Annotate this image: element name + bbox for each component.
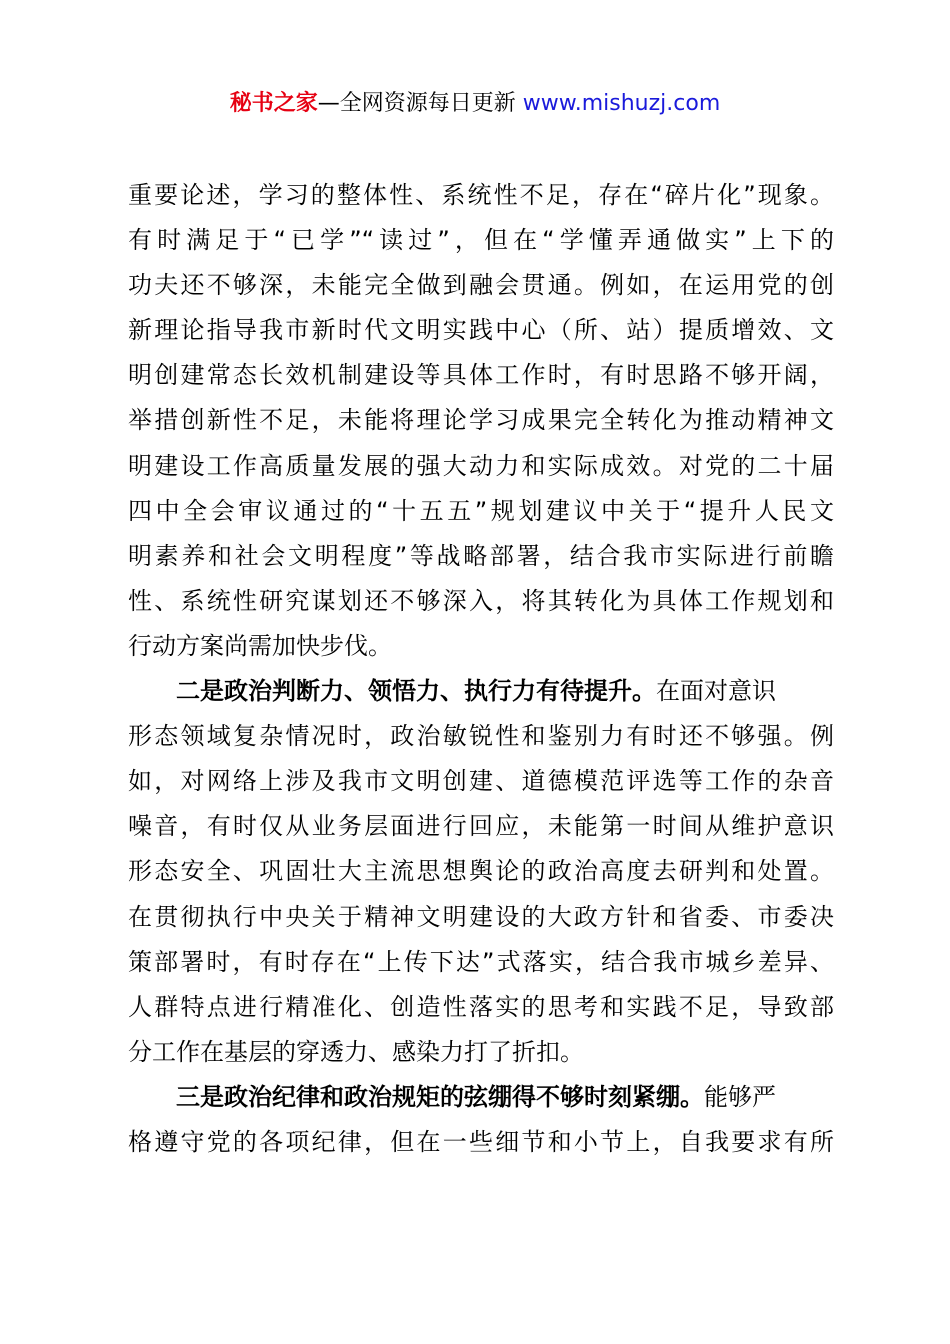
text-line: 新理论指导我市新时代文明实践中心（所、站）提质增效、文	[128, 316, 834, 345]
text-line: 在贯彻执行中央关于精神文明建设的大政方针和省委、市委决	[128, 902, 834, 931]
text-line: 性、系统性研究谋划还不够深入，将其转化为具体工作规划和	[128, 586, 834, 615]
text-line: 策部署时，有时存在“上传下达”式落实，结合我市城乡差异、	[128, 947, 834, 976]
text-line: 人群特点进行精准化、创造性落实的思考和实践不足，导致部	[128, 992, 834, 1021]
text-line: 有时满足于“已学”“读过”，但在“学懂弄通做实”上下的	[128, 226, 834, 255]
paragraph-2	[128, 669, 834, 1075]
paragraph-3	[128, 1075, 834, 1165]
text-line: 举措创新性不足，未能将理论学习成果完全转化为推动精神文	[128, 406, 834, 435]
header-tagline: —全网资源每日更新	[317, 91, 523, 116]
text-line: 四中全会审议通过的“十五五”规划建议中关于“提升人民文	[128, 496, 834, 525]
paragraph-heading: 二是政治判断力、领悟力、执行力有待提升。	[176, 677, 656, 706]
text-line: 明建设工作高质量发展的强大动力和实际成效。对党的二十届	[128, 451, 834, 480]
text-run: 在面对意识	[656, 677, 776, 706]
text-line: 如，对网络上涉及我市文明创建、道德模范评选等工作的杂音	[128, 767, 834, 796]
text-line: 行动方案尚需加快步伐。	[128, 631, 392, 660]
text-line: 形态安全、巩固壮大主流思想舆论的政治高度去研判和处置。	[128, 857, 834, 886]
header-brand: 秘书之家	[229, 91, 318, 116]
text-line: 格遵守党的各项纪律，但在一些细节和小节上，自我要求有所	[128, 1127, 834, 1156]
header-url[interactable]: www.mishuzj.com	[522, 91, 721, 116]
text-line: 重要论述，学习的整体性、系统性不足，存在“碎片化”现象。	[128, 181, 834, 209]
text-line: 分工作在基层的穿透力、感染力打了折扣。	[128, 1037, 584, 1066]
paragraph-1	[128, 173, 834, 669]
text-run: 能够严	[704, 1082, 776, 1111]
page-header	[0, 88, 950, 120]
text-line: 噪音，有时仅从业务层面进行回应，未能第一时间从维护意识	[128, 812, 834, 841]
text-line: 形态领域复杂情况时，政治敏锐性和鉴别力有时还不够强。例	[128, 722, 834, 751]
text-line	[128, 669, 834, 714]
paragraph-heading: 三是政治纪律和政治规矩的弦绷得不够时刻紧绷。	[176, 1082, 704, 1111]
text-line: 功夫还不够深，未能完全做到融会贯通。例如，在运用党的创	[128, 271, 834, 300]
document-body	[128, 173, 834, 1165]
text-line: 明创建常态长效机制建设等具体工作时，有时思路不够开阔，	[128, 361, 834, 390]
text-line	[128, 1075, 834, 1120]
text-line: 明素养和社会文明程度”等战略部署，结合我市实际进行前瞻	[128, 541, 834, 570]
